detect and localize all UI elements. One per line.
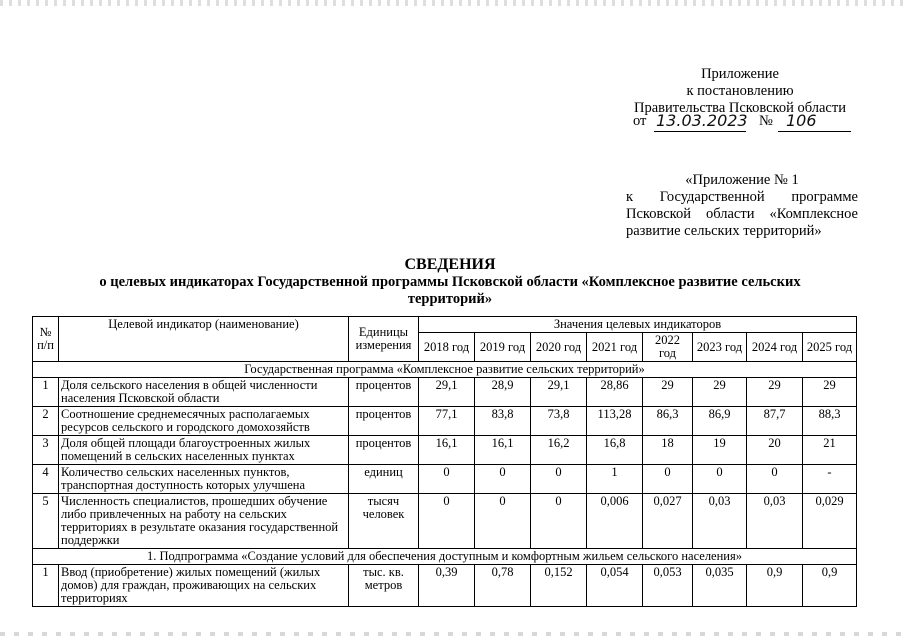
row-value: - [803, 465, 857, 494]
row-value: 0 [475, 465, 531, 494]
row-value: 0 [693, 465, 747, 494]
row-value: 1 [587, 465, 643, 494]
row-num: 1 [33, 378, 59, 407]
row-value: 18 [643, 436, 693, 465]
row-unit: тысяч человек [349, 494, 419, 549]
table-row [33, 378, 857, 407]
row-value: 113,28 [587, 407, 643, 436]
row-num: 4 [33, 465, 59, 494]
header-num: № п/п [33, 317, 59, 362]
row-num: 3 [33, 436, 59, 465]
row-unit: единиц [349, 465, 419, 494]
row-value: 0,39 [419, 565, 475, 607]
row-value: 83,8 [475, 407, 531, 436]
header-year: 2019 год [475, 333, 531, 362]
indicators-table [32, 316, 857, 607]
row-value: 0,9 [747, 565, 803, 607]
header-year: 2020 год [531, 333, 587, 362]
row-value: 0,9 [803, 565, 857, 607]
header-year: 2021 год [587, 333, 643, 362]
header-year: 2025 год [803, 333, 857, 362]
row-unit: процентов [349, 436, 419, 465]
table-row [33, 407, 857, 436]
row-value: 0,035 [693, 565, 747, 607]
scan-edge-bottom [0, 632, 905, 636]
appendix-line: Приложение [701, 66, 779, 82]
header-year: 2022 год [643, 333, 693, 362]
table-row [33, 465, 857, 494]
row-num: 2 [33, 407, 59, 436]
row-value: 0 [419, 465, 475, 494]
appendix-1-line: «Приложение № 1 [685, 172, 799, 188]
row-value: 29 [643, 378, 693, 407]
row-name: Доля общей площади благоустроенных жилых помещений в сельских населенных пунктах [59, 436, 349, 465]
row-value: 0,053 [643, 565, 693, 607]
row-name: Доля сельского населения в общей численности населения Псковской области [59, 378, 349, 407]
row-value: 0,054 [587, 565, 643, 607]
row-value: 29 [693, 378, 747, 407]
header-values: Значения целевых индикаторов [419, 317, 857, 333]
row-name: Ввод (приобретение) жилых помещений (жилых домов) для граждан, проживающих на сельских территориях [59, 565, 349, 607]
section-row: 1. Подпрограмма «Создание условий для обеспечения доступным и комфортным жильем сельского населения» [33, 549, 857, 565]
row-value: 0,027 [643, 494, 693, 549]
row-num: 5 [33, 494, 59, 549]
row-value: 77,1 [419, 407, 475, 436]
row-value: 21 [803, 436, 857, 465]
row-value: 0,78 [475, 565, 531, 607]
decree-date-line [633, 113, 646, 130]
row-value: 88,3 [803, 407, 857, 436]
row-value: 28,9 [475, 378, 531, 407]
row-value: 0,152 [531, 565, 587, 607]
row-value: 0 [475, 494, 531, 549]
header-name: Целевой индикатор (наименование) [59, 317, 349, 362]
scan-edge-top [0, 0, 905, 6]
title-main: СВЕДЕНИЯ [404, 256, 496, 273]
row-value: 16,1 [475, 436, 531, 465]
table-row [33, 494, 857, 549]
section-row: Государственная программа «Комплексное развитие сельских территорий» [33, 362, 857, 378]
row-name: Количество сельских населенных пунктов, транспортная доступность которых улучшена [59, 465, 349, 494]
row-value: 29 [803, 378, 857, 407]
from-label: от [633, 113, 647, 129]
appendix-1-header [626, 172, 858, 240]
row-value: 86,3 [643, 407, 693, 436]
row-value: 0,03 [747, 494, 803, 549]
row-value: 0 [643, 465, 693, 494]
row-value: 28,86 [587, 378, 643, 407]
row-value: 0,029 [803, 494, 857, 549]
header-year: 2023 год [693, 333, 747, 362]
row-name: Численность специалистов, прошедших обучение либо привлеченных на работу на сельских территориях в результате оказания государственной поддержки [59, 494, 349, 549]
row-value: 16,8 [587, 436, 643, 465]
table-row [33, 436, 857, 465]
row-value: 29 [747, 378, 803, 407]
row-value: 73,8 [531, 407, 587, 436]
handwritten-date: 13.03.2023 [656, 111, 748, 130]
header-unit: Единицы измерения [349, 317, 419, 362]
table-row [33, 565, 857, 607]
row-value: 16,2 [531, 436, 587, 465]
appendix-1-line: Псковской области «Комплексное [626, 206, 858, 222]
row-value: 0,006 [587, 494, 643, 549]
appendix-1-line: развитие сельских территорий» [626, 223, 822, 239]
row-value: 87,7 [747, 407, 803, 436]
row-value: 0 [747, 465, 803, 494]
row-value: 0 [531, 494, 587, 549]
row-value: 0 [419, 494, 475, 549]
appendix-1-line: к Государственной программе [626, 189, 858, 205]
handwritten-number: 106 [786, 111, 817, 130]
appendix-line: Правительства Псковской области [634, 100, 846, 116]
row-value: 20 [747, 436, 803, 465]
row-value: 19 [693, 436, 747, 465]
row-value: 86,9 [693, 407, 747, 436]
date-underline [654, 131, 746, 132]
appendix-header [610, 66, 870, 117]
document-title [70, 256, 830, 308]
row-value: 16,1 [419, 436, 475, 465]
row-value: 0,03 [693, 494, 747, 549]
number-label: № [759, 113, 773, 129]
title-sub: о целевых индикаторах Государственной программы Псковской области «Комплексное развитие сельских [99, 274, 801, 290]
row-unit: процентов [349, 407, 419, 436]
title-sub: территорий» [407, 291, 493, 307]
number-underline [778, 131, 851, 132]
row-unit: процентов [349, 378, 419, 407]
appendix-line: к постановлению [686, 83, 794, 99]
row-num: 1 [33, 565, 59, 607]
row-value: 29,1 [419, 378, 475, 407]
row-name: Соотношение среднемесячных располагаемых ресурсов сельского и городского домохозяйств [59, 407, 349, 436]
header-year: 2018 год [419, 333, 475, 362]
header-year: 2024 год [747, 333, 803, 362]
row-unit: тыс. кв. метров [349, 565, 419, 607]
row-value: 29,1 [531, 378, 587, 407]
row-value: 0 [531, 465, 587, 494]
